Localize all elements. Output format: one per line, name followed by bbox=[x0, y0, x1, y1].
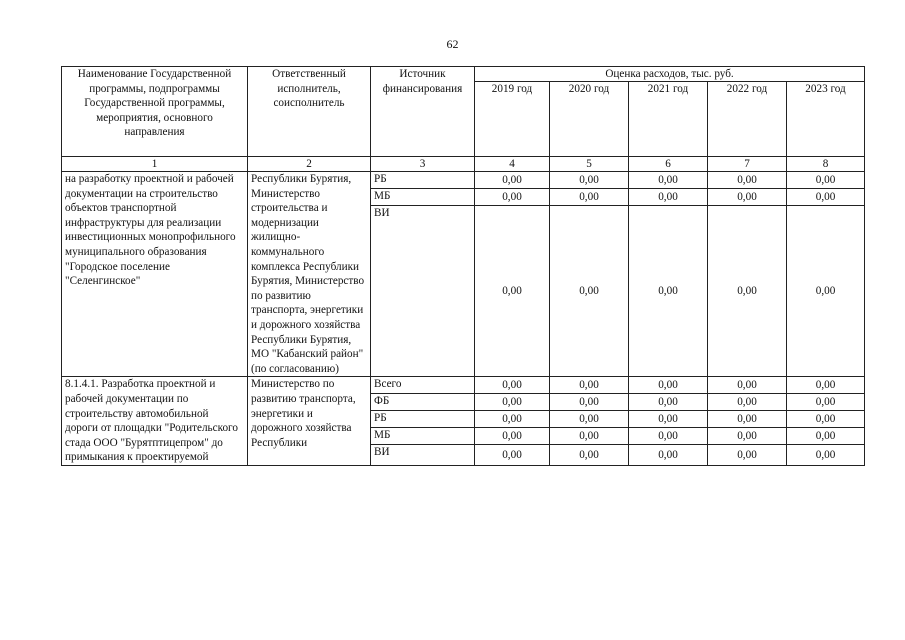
value-cell: 0,00 bbox=[787, 189, 865, 206]
header-source: Источник финансирования bbox=[371, 67, 475, 157]
value-cell: 0,00 bbox=[475, 189, 550, 206]
value-cell: 0,00 bbox=[629, 411, 708, 428]
measure-name: на разработку проектной и рабочей документации на строительство объектов транспортной инфраструктуры для реализации инвестиционных монопрофильного муниципального образования "Городское поселение "Селенгинское" bbox=[62, 172, 248, 377]
value-cell: 0,00 bbox=[629, 445, 708, 466]
funding-source: РБ bbox=[371, 411, 475, 428]
measure-name: 8.1.4.1. Разработка проектной и рабочей документации по строительству автомобильной дороги от площадки "Родительского стада ООО "Бурятптицепром" до примыкания к проектируемой bbox=[62, 377, 248, 466]
value-cell: 0,00 bbox=[708, 206, 787, 377]
column-number: 5 bbox=[550, 157, 629, 172]
value-cell: 0,00 bbox=[629, 428, 708, 445]
value-cell: 0,00 bbox=[475, 445, 550, 466]
value-cell: 0,00 bbox=[475, 428, 550, 445]
value-cell: 0,00 bbox=[629, 206, 708, 377]
table-row bbox=[62, 172, 865, 189]
funding-source: Всего bbox=[371, 377, 475, 394]
value-cell: 0,00 bbox=[550, 445, 629, 466]
value-cell: 0,00 bbox=[550, 377, 629, 394]
value-cell: 0,00 bbox=[629, 394, 708, 411]
column-number: 8 bbox=[787, 157, 865, 172]
value-cell: 0,00 bbox=[550, 394, 629, 411]
page-number: 62 bbox=[446, 37, 459, 51]
value-cell: 0,00 bbox=[550, 428, 629, 445]
value-cell: 0,00 bbox=[708, 394, 787, 411]
value-cell: 0,00 bbox=[550, 411, 629, 428]
value-cell: 0,00 bbox=[787, 428, 865, 445]
funding-source: РБ bbox=[371, 172, 475, 189]
funding-source: МБ bbox=[371, 189, 475, 206]
value-cell: 0,00 bbox=[708, 428, 787, 445]
value-cell: 0,00 bbox=[787, 445, 865, 466]
header-year: 2020 год bbox=[550, 82, 629, 157]
funding-source: МБ bbox=[371, 428, 475, 445]
column-number: 1 bbox=[62, 157, 248, 172]
value-cell: 0,00 bbox=[475, 411, 550, 428]
value-cell: 0,00 bbox=[629, 189, 708, 206]
header-year: 2021 год bbox=[629, 82, 708, 157]
header-year: 2022 год bbox=[708, 82, 787, 157]
value-cell: 0,00 bbox=[708, 411, 787, 428]
column-number: 2 bbox=[248, 157, 371, 172]
value-cell: 0,00 bbox=[787, 377, 865, 394]
value-cell: 0,00 bbox=[475, 394, 550, 411]
value-cell: 0,00 bbox=[708, 172, 787, 189]
funding-source: ФБ bbox=[371, 394, 475, 411]
value-cell: 0,00 bbox=[708, 377, 787, 394]
funding-source: ВИ bbox=[371, 445, 475, 466]
header-year: 2019 год bbox=[475, 82, 550, 157]
header-row bbox=[62, 67, 865, 82]
budget-table bbox=[61, 66, 865, 466]
value-cell: 0,00 bbox=[475, 206, 550, 377]
column-numbers-row bbox=[62, 157, 865, 172]
value-cell: 0,00 bbox=[708, 189, 787, 206]
column-number: 7 bbox=[708, 157, 787, 172]
column-number: 6 bbox=[629, 157, 708, 172]
value-cell: 0,00 bbox=[629, 172, 708, 189]
value-cell: 0,00 bbox=[475, 172, 550, 189]
header-year: 2023 год bbox=[787, 82, 865, 157]
value-cell: 0,00 bbox=[550, 172, 629, 189]
header-name: Наименование Государственной программы, подпрограммы Государственной программы, мероприятия, основного направления bbox=[62, 67, 248, 157]
value-cell: 0,00 bbox=[550, 189, 629, 206]
value-cell: 0,00 bbox=[475, 377, 550, 394]
value-cell: 0,00 bbox=[787, 172, 865, 189]
header-estimate: Оценка расходов, тыс. руб. bbox=[475, 67, 865, 82]
value-cell: 0,00 bbox=[550, 206, 629, 377]
table-row bbox=[62, 377, 865, 394]
executor: Министерство по развитию транспорта, энергетики и дорожного хозяйства Республики bbox=[248, 377, 371, 466]
executor: Республики Бурятия, Министерство строительства и модернизации жилищно-коммунального комплекса Республики Бурятия, Министерство по развитию транспорта, энергетики и дорожного хозяйства Республики Бурятия, МО "Кабанский район" (по согласованию) bbox=[248, 172, 371, 377]
header-executor: Ответственный исполнитель, соисполнитель bbox=[248, 67, 371, 157]
column-number: 3 bbox=[371, 157, 475, 172]
value-cell: 0,00 bbox=[787, 206, 865, 377]
funding-source: ВИ bbox=[371, 206, 475, 377]
value-cell: 0,00 bbox=[629, 377, 708, 394]
value-cell: 0,00 bbox=[787, 394, 865, 411]
value-cell: 0,00 bbox=[708, 445, 787, 466]
value-cell: 0,00 bbox=[787, 411, 865, 428]
column-number: 4 bbox=[475, 157, 550, 172]
